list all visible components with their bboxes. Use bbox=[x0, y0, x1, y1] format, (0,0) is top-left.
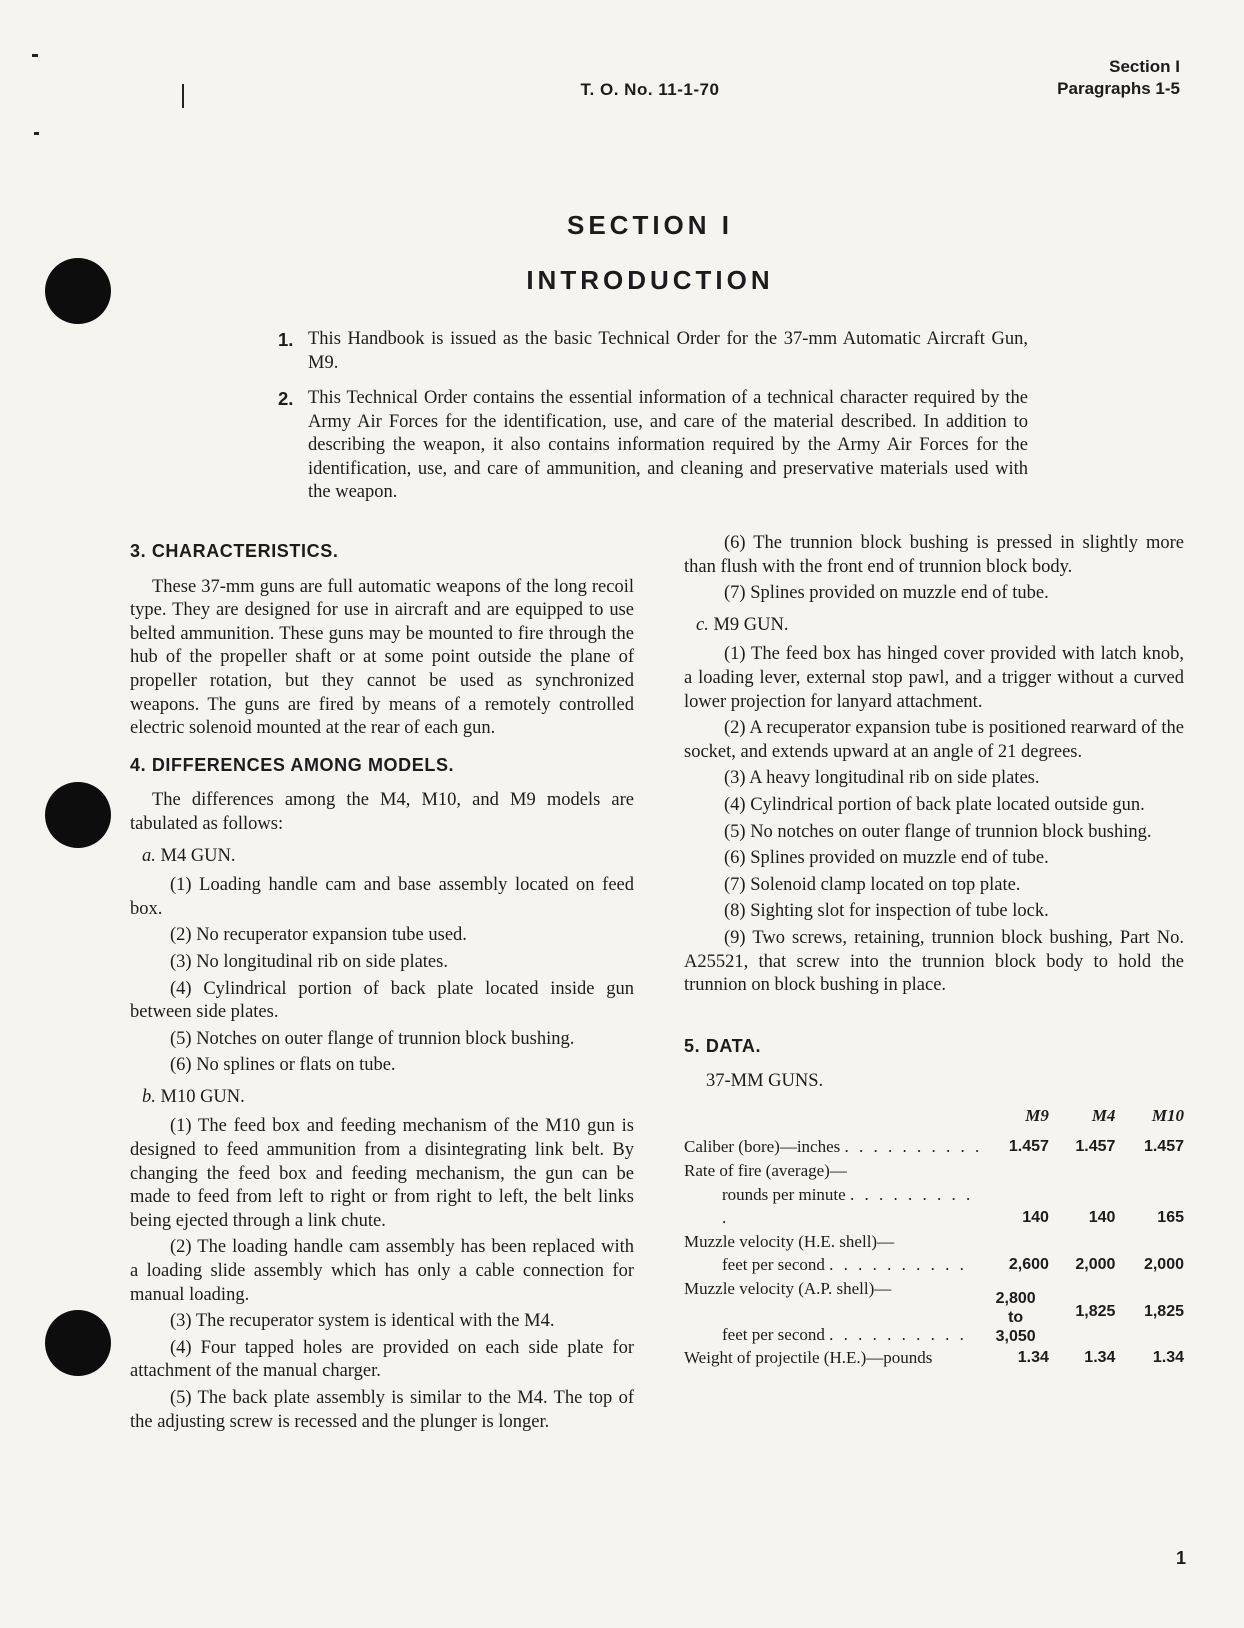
section-name: INTRODUCTION bbox=[526, 265, 774, 295]
column-header: M4 bbox=[1091, 1105, 1116, 1125]
heading-characteristics: 3. CHARACTERISTICS. bbox=[130, 541, 339, 561]
m4-item: (3) No longitudinal rib on side plates. bbox=[170, 951, 448, 972]
paragraphs-label: Paragraphs 1-5 bbox=[1057, 79, 1180, 98]
m10-item: (2) The loading handle cam assembly has been replaced with a loading slide assembly which has only a cable connection for manual loading. bbox=[130, 1237, 634, 1305]
page-number: 1 bbox=[1175, 1548, 1186, 1568]
row-label: Caliber (bore)—inches . . . . . . . . . . bbox=[684, 1137, 983, 1157]
m10-item: (1) The feed box and feeding mechanism of the M10 gun is designed to feed ammunition from a disintegrating link belt. By changing the feed box and feeding mechanism, the gun can be made to feed from left to right or from right to left, the belt links being ejected through a link chute. bbox=[130, 1116, 634, 1231]
row-label: Rate of fire (average)— rounds per minute . . . . . . . . . . bbox=[684, 1161, 974, 1228]
m10-item: (4) Four tapped holes are provided on each side plate for attachment of the manual charger. bbox=[130, 1337, 634, 1382]
binder-hole-middle bbox=[45, 782, 111, 848]
intro-paragraph-1 bbox=[278, 328, 1028, 375]
table-header-row bbox=[684, 1098, 1184, 1136]
m9-item: (9) Two screws, retaining, trunnion block bushing, Part No. A25521, that screw into the trunnion block body to hold the trunnion on block bushing in place. bbox=[684, 927, 1184, 996]
scan-mark bbox=[32, 54, 38, 57]
m9-item: (8) Sighting slot for inspection of tube lock. bbox=[724, 901, 1049, 922]
heading-differences: 4. DIFFERENCES AMONG MODELS. bbox=[130, 754, 455, 775]
subheading-m4: a. M4 GUN. bbox=[142, 845, 236, 866]
m10-item: (7) Splines provided on muzzle end of tube. bbox=[724, 583, 1049, 604]
binder-hole-bottom bbox=[45, 1310, 111, 1376]
heading-data: 5. DATA. bbox=[684, 1035, 762, 1056]
section-reference bbox=[1057, 56, 1180, 100]
right-column bbox=[684, 532, 1184, 1370]
m4-item: (2) No recuperator expansion tube used. bbox=[170, 925, 467, 946]
column-header: M9 bbox=[1025, 1105, 1049, 1125]
table-row: Muzzle velocity (A.P. shell)— feet per second . . . . . . . . . . 2,800 to 3,050 1,825 1,825 bbox=[684, 1279, 1184, 1346]
m9-item: (3) A heavy longitudinal rib on side plates. bbox=[724, 768, 1040, 789]
section-title: SECTION I bbox=[566, 210, 733, 240]
m4-item: (1) Loading handle cam and base assembly located on feed box. bbox=[130, 875, 634, 919]
m4-item: (5) Notches on outer flange of trunnion block bushing. bbox=[170, 1028, 575, 1049]
data-subtitle: 37-MM GUNS. bbox=[706, 1071, 824, 1092]
section-label: Section I bbox=[1109, 57, 1180, 76]
scan-mark bbox=[34, 132, 39, 135]
m4-item: (6) No splines or flats on tube. bbox=[170, 1055, 396, 1076]
m4-item: (4) Cylindrical portion of back plate located inside gun between side plates. bbox=[130, 978, 634, 1023]
row-label: Muzzle velocity (H.E. shell)— feet per second . . . . . . . . . . bbox=[684, 1231, 967, 1275]
table-row: Caliber (bore)—inches . . . . . . . . . . 1.457 1.457 1.457 bbox=[684, 1135, 1184, 1159]
paragraph-text: This Handbook is issued as the basic Technical Order for the 37-mm Automatic Aircraft Gun, M9. bbox=[308, 329, 1028, 373]
table-row: Muzzle velocity (H.E. shell)— feet per second . . . . . . . . . . 2,600 2,000 2,000 bbox=[684, 1230, 1184, 1277]
column-header: M10 bbox=[1151, 1105, 1184, 1125]
m9-item: (4) Cylindrical portion of back plate located outside gun. bbox=[724, 794, 1145, 815]
table-row: Rate of fire (average)— rounds per minute . . . . . . . . . . 140 140 165 bbox=[684, 1159, 1184, 1230]
m10-item: (6) The trunnion block bushing is pressed in slightly more than flush with the front end of trunnion block body. bbox=[684, 533, 1184, 577]
row-label: Weight of projectile (H.E.)—pounds bbox=[684, 1348, 933, 1368]
data-table bbox=[684, 1098, 1184, 1370]
intro-paragraph-2 bbox=[278, 387, 1028, 505]
m9-item: (7) Solenoid clamp located on top plate. bbox=[724, 874, 1021, 895]
paragraph-text: This Technical Order contains the essential information of a technical character required by the Army Air Forces for the identification, use, and care of the material described. In addition to describing the weapon, it also contains information required by the Army Air Forces for the identification, use, and care of ammunition, and cleaning and preservative materials used with the weapon. bbox=[308, 388, 1028, 502]
subheading-m10: b. M10 GUN. bbox=[142, 1086, 245, 1107]
row-label: Muzzle velocity (A.P. shell)— feet per second . . . . . . . . . . bbox=[684, 1279, 967, 1344]
paragraph-number: 1. bbox=[278, 329, 294, 350]
technical-order-number: T. O. No. 11-1-70 bbox=[580, 80, 720, 99]
table-row: Weight of projectile (H.E.)—pounds 1.34 1.34 1.34 bbox=[684, 1346, 1184, 1370]
paragraph-number: 2. bbox=[278, 388, 294, 409]
characteristics-text: These 37-mm guns are full automatic weapons of the long recoil type. They are designed for use in aircraft and are equipped to use belted ammunition. These guns may be mounted to fire through the hub of the propeller shaft or at some point outside the plane of propeller rotation, but they cannot be used as synchronized weapons. The guns are fired by means of a remotely controlled electric solenoid mounted at the rear of each gun. bbox=[130, 576, 634, 739]
differences-intro: The differences among the M4, M10, and M9 models are tabulated as follows: bbox=[130, 790, 634, 834]
m10-item: (5) The back plate assembly is similar to the M4. The top of the adjusting screw is recessed and the plunger is longer. bbox=[130, 1388, 634, 1432]
subheading-m9: c. M9 GUN. bbox=[696, 614, 789, 635]
left-column bbox=[130, 540, 634, 1437]
m9-item: (6) Splines provided on muzzle end of tube. bbox=[724, 848, 1049, 869]
m10-item: (3) The recuperator system is identical with the M4. bbox=[170, 1311, 555, 1332]
m9-item: (1) The feed box has hinged cover provided with latch knob, a loading lever, external stop pawl, and a trigger without a curved lower projection for lanyard attachment. bbox=[684, 644, 1184, 712]
m9-item: (2) A recuperator expansion tube is positioned rearward of the socket, and extends upward at an angle of 21 degrees. bbox=[684, 718, 1184, 762]
m9-item: (5) No notches on outer flange of trunnion block bushing. bbox=[724, 821, 1152, 842]
